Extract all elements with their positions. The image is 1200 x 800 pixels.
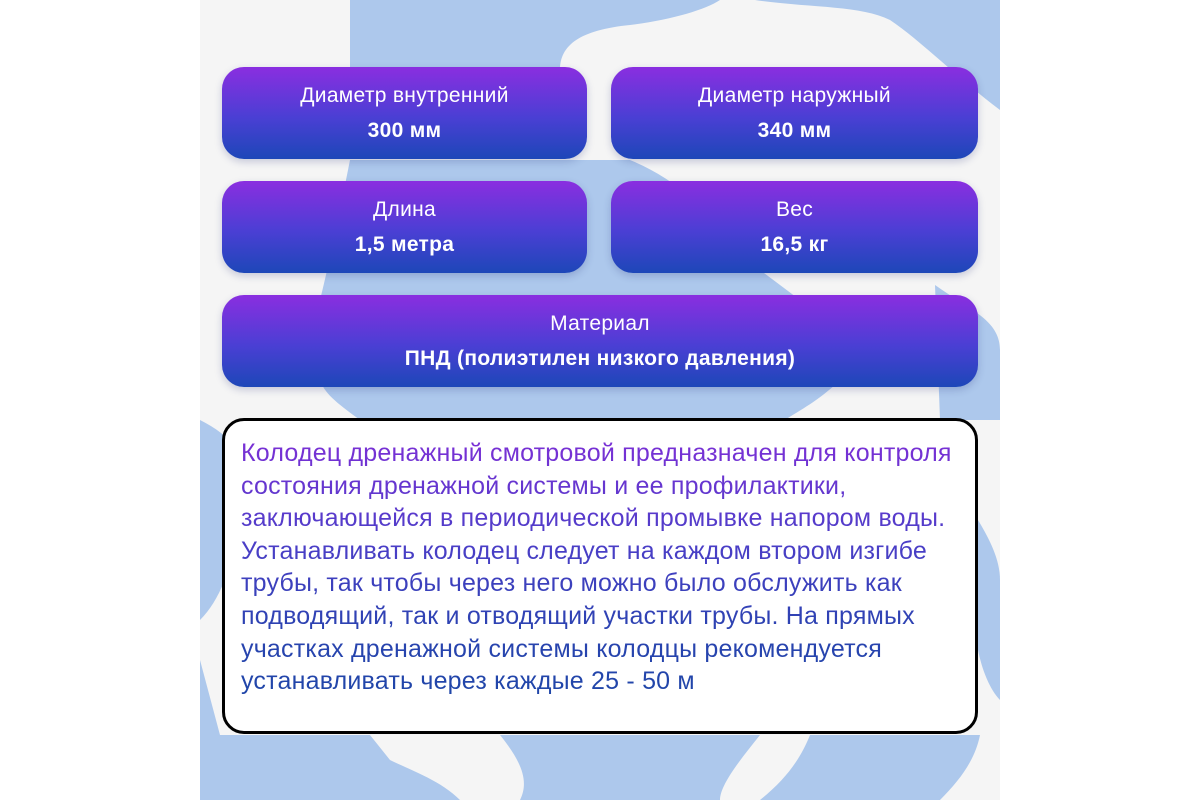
description-text: Колодец дренажный смотровой предназначен для контроля состояния дренажной системы и ее профилактики, заключающейся в периодической промывке напором воды. Устанавливать колодец следует на каждом втором изгибе трубы, так чтобы через него можно было обслужить как подводящий, так и отводящий участки трубы. На прямых участках дренажной системы колодцы рекомендуется устанавливать через каждые 25 - 50 м	[241, 437, 961, 698]
spec-label: Материал	[550, 312, 650, 335]
spec-card-inner-diameter	[222, 67, 587, 159]
spec-label: Длина	[373, 198, 436, 221]
spec-value: 300 мм	[367, 119, 442, 142]
description-box	[222, 418, 978, 734]
spec-label: Диаметр внутренний	[300, 84, 509, 107]
spec-card-outer-diameter	[611, 67, 978, 159]
spec-card-material	[222, 295, 978, 387]
spec-label: Диаметр наружный	[698, 84, 891, 107]
spec-value: 16,5 кг	[760, 233, 829, 256]
spec-value: 340 мм	[757, 119, 832, 142]
spec-card-weight	[611, 181, 978, 273]
spec-card-length	[222, 181, 587, 273]
spec-value: ПНД (полиэтилен низкого давления)	[404, 347, 796, 370]
product-infographic	[200, 0, 1000, 800]
spec-label: Вес	[775, 198, 814, 221]
spec-value: 1,5 метра	[354, 233, 455, 256]
